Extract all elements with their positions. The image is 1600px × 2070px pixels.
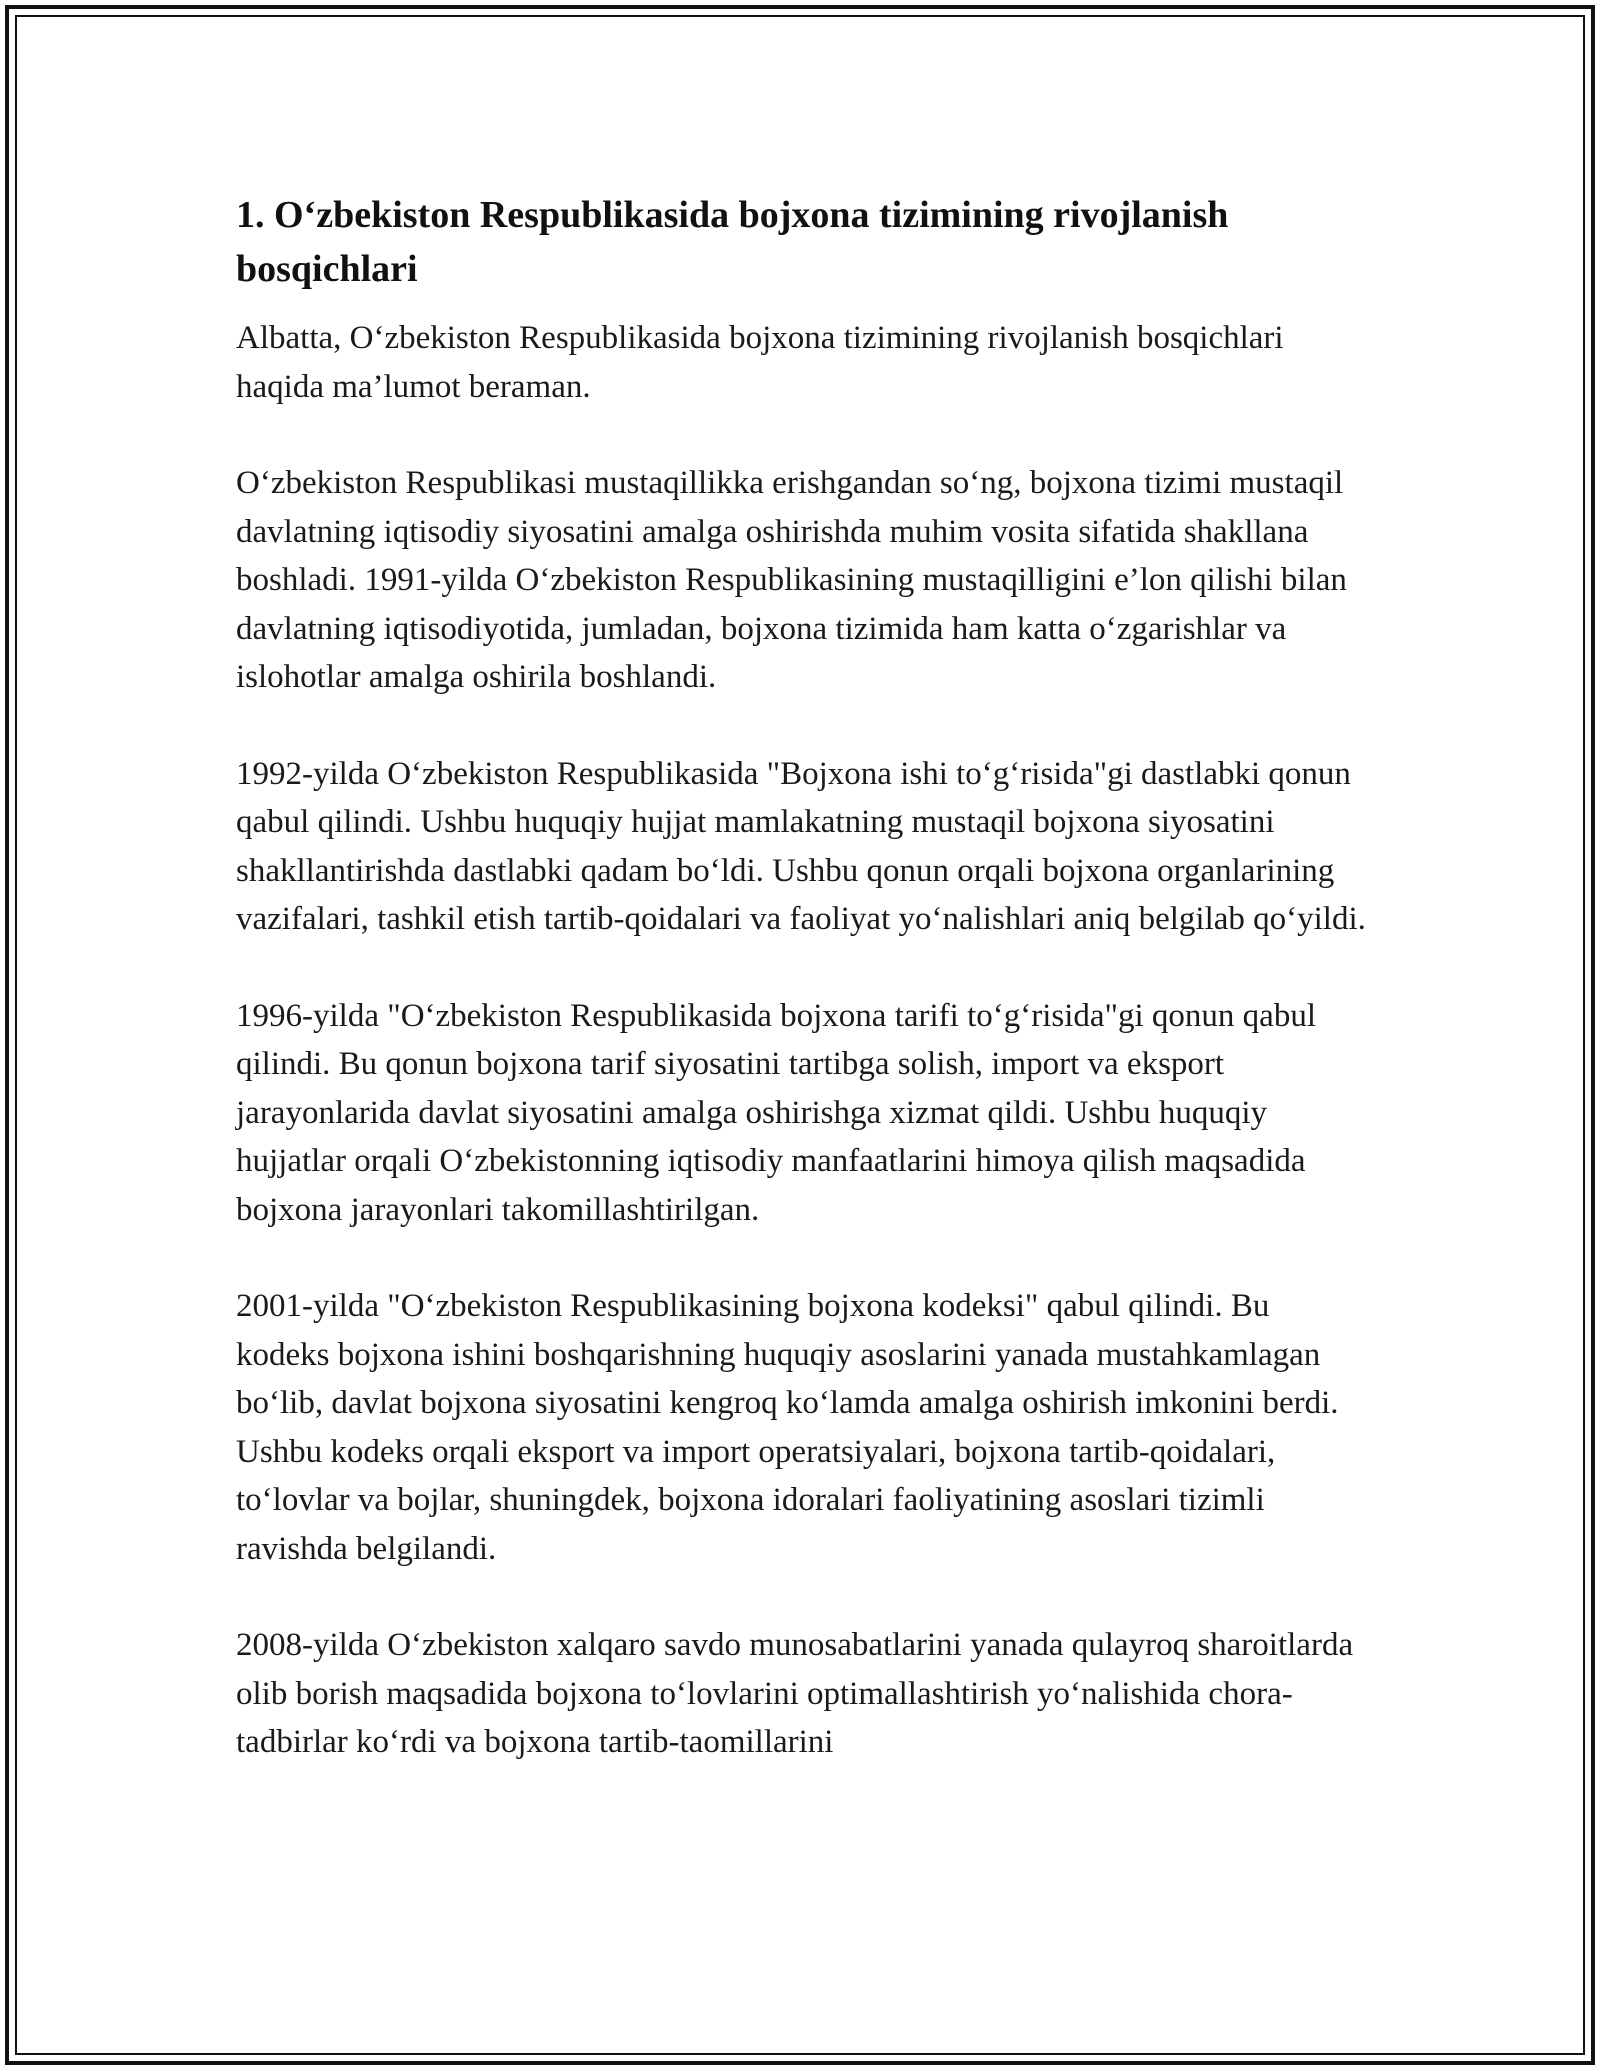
section-heading: 1. O‘zbekiston Respublikasida bojxona tizimining rivojlanish bosqichlari	[236, 194, 1229, 290]
paragraph-independence: O‘zbekiston Respublikasi mustaqillikka erishgandan so‘ng, bojxona tizimi mustaqil davlatning iqtisodiy siyosatini amalga oshirishda muhim vosita sifatida shakllana boshladi. 1991-yilda O‘zbekiston Respublikasining mustaqilligini e’lon qilishi bilan davlatning iqtisodiyotida, jumladan, bojxona tizimida ham katta o‘zgarishlar va islohotlar amalga oshirila boshlandi.	[236, 465, 1347, 695]
paragraph-2008: 2008-yilda O‘zbekiston xalqaro savdo munosabatlarini yanada qulayroq sharoitlarda olib borish maqsadida bojxona to‘lovlarini optimallashtirish yo‘nalishida chora-tadbirlar ko‘rdi va bojxona tartib-taomillarini	[236, 1627, 1354, 1760]
paragraph-1992: 1992-yilda O‘zbekiston Respublikasida "Bojxona ishi to‘g‘risida"gi dastlabki qonun qabul qilindi. Ushbu huquqiy hujjat mamlakatning mustaqil bojxona siyosatini shakllantirishda dastlabki qadam bo‘ldi. Ushbu qonun orqali bojxona organlarining vazifalari, tashkil etish tartib-qoidalari va faoliyat yo‘nalishlari aniq belgilab qo‘yildi.	[236, 755, 1366, 937]
paragraph-intro: Albatta, O‘zbekiston Respublikasida bojxona tizimining rivojlanish bosqichlari haqida ma’lumot beraman.	[236, 320, 1284, 405]
document-body	[236, 188, 1366, 1815]
paragraph-2001: 2001-yilda "O‘zbekiston Respublikasining bojxona kodeksi" qabul qilindi. Bu kodeks bojxona ishini boshqarishning huquqiy asoslarini yanada mustahkamlagan bo‘lib, davlat bojxona siyosatini kengroq ko‘lamda amalga oshirish imkonini berdi. Ushbu kodeks orqali eksport va import operatsiyalari, bojxona tartib-qoidalari, to‘lovlar va bojlar, shuningdek, bojxona idoralari faoliyatining asoslari tizimli ravishda belgilandi.	[236, 1288, 1339, 1567]
paragraph-1996: 1996-yilda "O‘zbekiston Respublikasida bojxona tarifi to‘g‘risida"gi qonun qabul qilindi. Bu qonun bojxona tarif siyosatini tartibga solish, import va eksport jarayonlarida davlat siyosatini amalga oshirishga xizmat qildi. Ushbu huquqiy hujjatlar orqali O‘zbekistonning iqtisodiy manfaatlarini himoya qilish maqsadida bojxona jarayonlari takomillashtirilgan.	[236, 997, 1316, 1228]
